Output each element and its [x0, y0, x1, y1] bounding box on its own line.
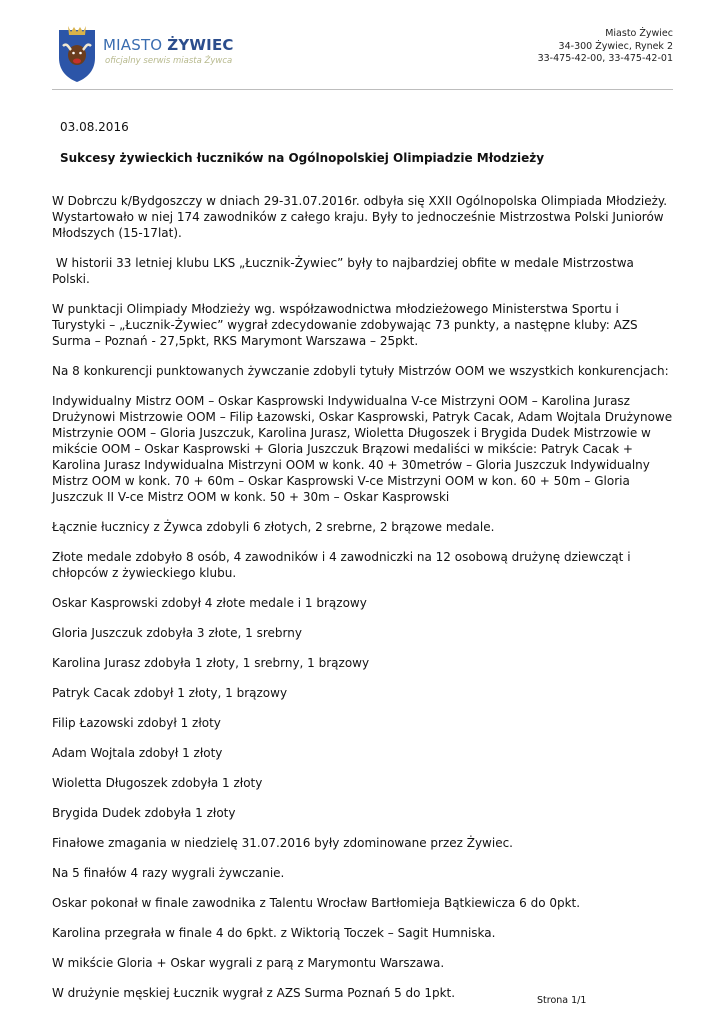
brand-name: MIASTO ŻYWIEC	[103, 36, 234, 54]
article-paragraph: Karolina Jurasz zdobyła 1 złoty, 1 srebrny, 1 brązowy	[52, 656, 370, 670]
article-paragraph: Karolina przegrała w finale 4 do 6pkt. z Wiktorią Toczek – Sagit Humniska.	[52, 926, 496, 940]
article-paragraph: Na 5 finałów 4 razy wygrali żywczanie.	[52, 866, 285, 880]
page-number: Strona 1/1	[537, 995, 587, 1006]
article-paragraph: W punktacji Olimpiady Młodzieży wg. współzawodnictwa młodzieżowego Ministerstwa Sportu i Turystyki – „Łucznik-Żywiec” wygrał zdecydowanie zdobywając 73 punkty, a następne kluby: AZS Surma – Poznań - 27,5pkt, RKS Marymont Warszawa – 25pkt.	[52, 302, 638, 348]
site-logo[interactable]	[55, 24, 235, 84]
contact-block	[538, 28, 673, 66]
brand-tagline: oficjalny serwis miasta Żywca	[105, 56, 233, 66]
article-paragraph: W historii 33 letniej klubu LKS „Łucznik-Żywiec” były to najbardziej obfite w medale Mistrzostwa Polski.	[52, 256, 638, 286]
contact-address: 34-300 Żywiec, Rynek 2	[558, 40, 673, 52]
article-paragraph: Oskar pokonał w finale zawodnika z Talentu Wrocław Bartłomieja Bątkiewicza 6 do 0pkt.	[52, 896, 581, 910]
article-paragraph: Gloria Juszczuk zdobyła 3 złote, 1 srebrny	[52, 626, 302, 640]
contact-phone: 33-475-42-00, 33-475-42-01	[537, 53, 673, 64]
article-paragraph: Indywidualny Mistrz OOM – Oskar Kasprowski Indywidualna V-ce Mistrzyni OOM – Karolina Jurasz Drużynowi Mistrzowie OOM – Filip Łazowski, Oskar Kasprowski, Patryk Cacak, Adam Wojtala Drużynowe Mistrzynie OOM – Gloria Juszczuk, Karolina Jurasz, Wioletta Długoszek i Brygida Dudek Mistrzowie w mikście OOM – Oskar Kasprowski + Gloria Juszczuk Brązowi medaliści w mikście: Patryk Cacak + Karolina Jurasz Indywidualna Mistrzyni OOM w konk. 40 + 30metrów – Gloria Juszczuk Indywidualny Mistrz OOM w konk. 70 + 60m – Oskar Kasprowski V-ce Mistrzyni OOM w kon. 60 + 50m – Gloria Juszczuk II V-ce Mistrz OOM w konk. 50 + 30m – Oskar Kasprowski	[52, 394, 673, 504]
article-title: Sukcesy żywieckich łuczników na Ogólnopolskiej Olimpiadzie Młodzieży	[60, 151, 545, 165]
article-paragraph: Oskar Kasprowski zdobył 4 złote medale i 1 brązowy	[52, 596, 367, 610]
article-paragraph: Złote medale zdobyło 8 osób, 4 zawodników i 4 zawodniczki na 12 osobową drużynę dziewcząt i chłopców z żywieckiego klubu.	[52, 550, 631, 580]
article-paragraph: Brygida Dudek zdobyła 1 złoty	[52, 806, 236, 820]
article-date: 03.08.2016	[60, 120, 129, 134]
article-paragraph: Patryk Cacak zdobył 1 złoty, 1 brązowy	[52, 686, 288, 700]
article-paragraph: W drużynie męskiej Łucznik wygrał z AZS Surma Poznań 5 do 1pkt.	[52, 986, 456, 1000]
article-paragraph: Na 8 konkurencji punktowanych żywczanie zdobyli tytuły Mistrzów OOM we wszystkich konkurencjach:	[52, 364, 669, 378]
article-paragraph: Wioletta Długoszek zdobyła 1 złoty	[52, 776, 263, 790]
article-paragraph: Finałowe zmagania w niedzielę 31.07.2016 były zdominowane przez Żywiec.	[52, 836, 513, 850]
contact-name: Miasto Żywiec	[605, 28, 673, 39]
article-paragraph: Łącznie łucznicy z Żywca zdobyli 6 złotych, 2 srebrne, 2 brązowe medale.	[52, 520, 495, 534]
article-body	[52, 193, 674, 1015]
article-paragraph: Filip Łazowski zdobył 1 złoty	[52, 716, 221, 730]
article-paragraph: W mikście Gloria + Oskar wygrali z parą z Marymontu Warszawa.	[52, 956, 445, 970]
coat-of-arms-icon	[55, 24, 99, 84]
article-paragraph: W Dobrczu k/Bydgoszczy w dniach 29-31.07.2016r. odbyła się XXII Ogólnopolska Olimpiada Młodzieży. Wystartowało w niej 174 zawodników z całego kraju. Były to jednocześnie Mistrzostwa Polski Juniorów Młodszych (15-17lat).	[52, 194, 668, 240]
article-paragraph: Adam Wojtala zdobył 1 złoty	[52, 746, 223, 760]
header-divider	[52, 89, 673, 90]
